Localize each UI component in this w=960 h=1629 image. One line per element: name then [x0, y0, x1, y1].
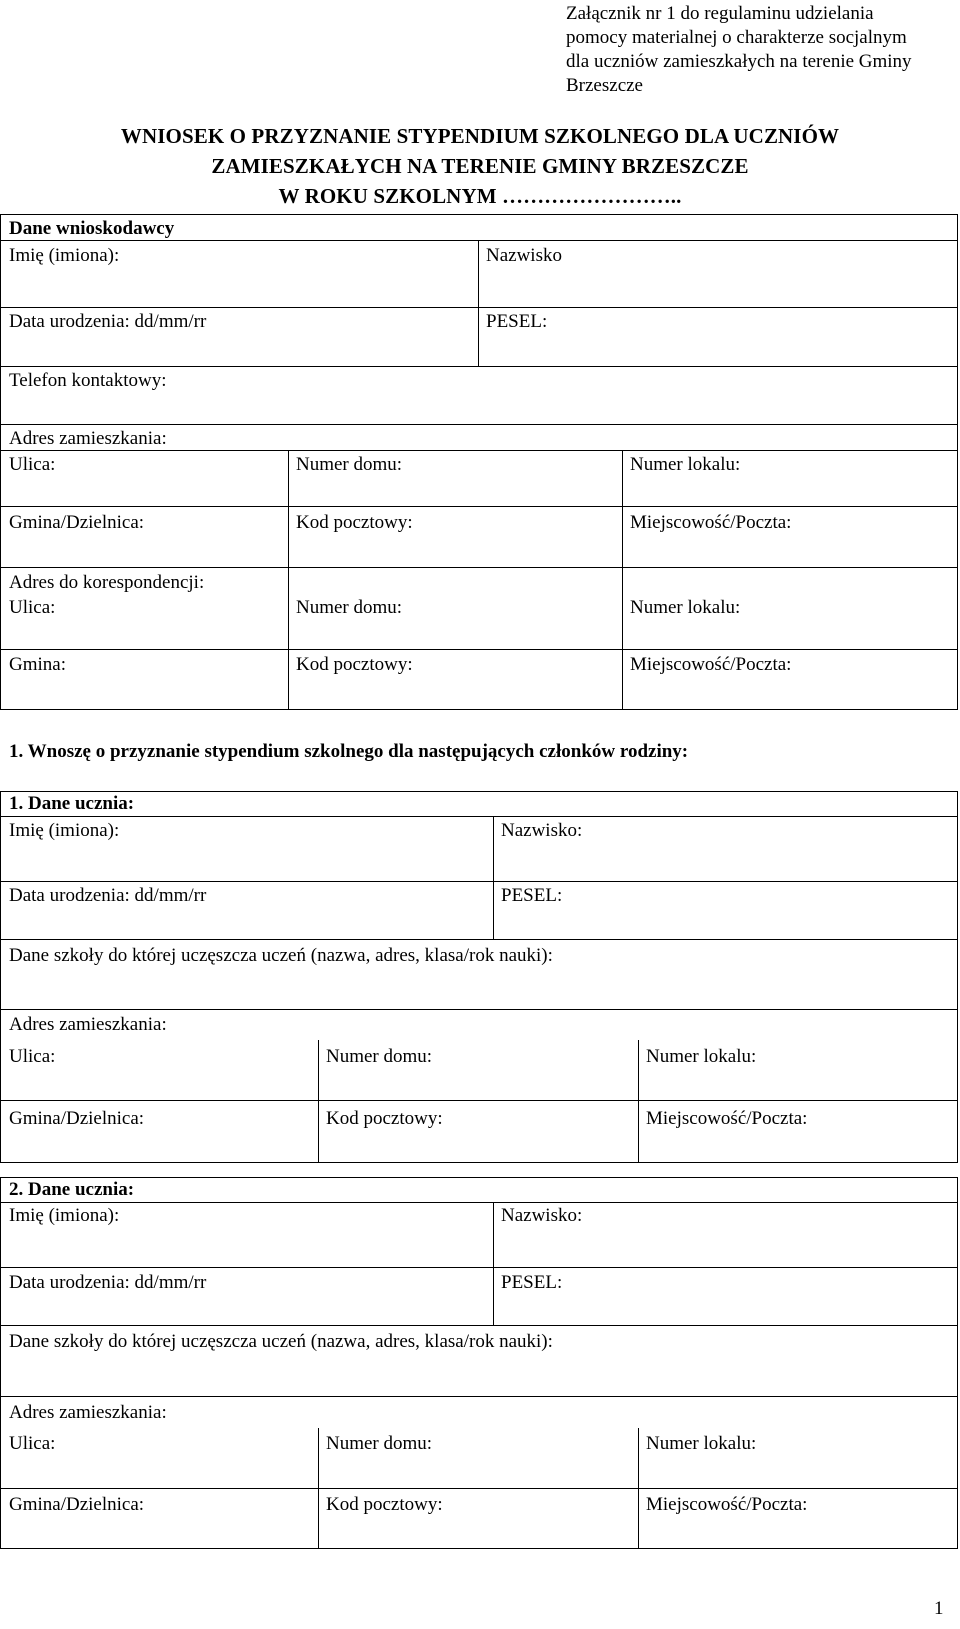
student-1-city-label[interactable]: Miejscowość/Poczta:: [646, 1108, 808, 1129]
student-1-flat-label[interactable]: Numer lokalu:: [646, 1046, 757, 1067]
student-2-school-label[interactable]: Dane szkoły do której uczęszcza uczeń (nazwa, adres, klasa/rok nauki):: [9, 1331, 553, 1352]
correspondence-postal-label[interactable]: Kod pocztowy:: [296, 654, 413, 675]
correspondence-city-label[interactable]: Miejscowość/Poczta:: [630, 654, 792, 675]
correspondence-house-label[interactable]: Numer domu:: [296, 597, 403, 618]
student-1-street-label[interactable]: Ulica:: [9, 1046, 56, 1067]
divider: [0, 881, 958, 882]
student-2-surname-label[interactable]: Nazwisko:: [501, 1205, 583, 1226]
student-2-postal-label[interactable]: Kod pocztowy:: [326, 1494, 443, 1515]
divider: [288, 567, 289, 710]
student-1-school-label[interactable]: Dane szkoły do której uczęszcza uczeń (nazwa, adres, klasa/rok nauki):: [9, 945, 553, 966]
form-title-line-1: WNIOSEK O PRZYZNANIE STYPENDIUM SZKOLNEGO DLA UCZNIÓW: [120, 124, 840, 148]
applicant-pesel-label[interactable]: PESEL:: [486, 311, 548, 332]
student-1-house-label[interactable]: Numer domu:: [326, 1046, 433, 1067]
divider: [0, 1267, 958, 1268]
divider: [0, 1488, 958, 1489]
divider: [318, 1040, 319, 1163]
correspondence-flat-label[interactable]: Numer lokalu:: [630, 597, 741, 618]
divider: [493, 1202, 494, 1325]
divider: [493, 816, 494, 939]
divider: [0, 649, 958, 650]
applicant-first-name-label[interactable]: Imię (imiona):: [9, 245, 120, 266]
student-2-street-label[interactable]: Ulica:: [9, 1433, 56, 1454]
residence-house-label[interactable]: Numer domu:: [296, 454, 403, 475]
student-1-district-label[interactable]: Gmina/Dzielnica:: [9, 1108, 145, 1129]
divider: [638, 1040, 639, 1163]
residence-city-label[interactable]: Miejscowość/Poczta:: [630, 512, 792, 533]
residence-header: Adres zamieszkania:: [9, 428, 167, 449]
student-2-residence-header: Adres zamieszkania:: [9, 1402, 167, 1423]
residence-flat-label[interactable]: Numer lokalu:: [630, 454, 741, 475]
annex-line-3: dla uczniów zamieszkałych na terenie Gminy: [566, 51, 912, 72]
student-2-first-name-label[interactable]: Imię (imiona):: [9, 1205, 120, 1226]
page-number: 1: [934, 1598, 944, 1619]
applicant-box: [0, 214, 958, 710]
student-2-pesel-label[interactable]: PESEL:: [501, 1272, 563, 1293]
applicant-phone-label[interactable]: Telefon kontaktowy:: [9, 370, 167, 391]
annex-line-1: Załącznik nr 1 do regulaminu udzielania: [566, 3, 874, 24]
divider: [0, 567, 958, 568]
annex-line-4: Brzeszcze: [566, 75, 643, 96]
divider: [0, 1396, 958, 1397]
residence-street-label[interactable]: Ulica:: [9, 454, 56, 475]
divider: [0, 939, 958, 940]
student-1-header: 1. Dane ucznia:: [9, 793, 135, 814]
correspondence-street-label[interactable]: Ulica:: [9, 597, 56, 618]
student-1-pesel-label[interactable]: PESEL:: [501, 885, 563, 906]
form-title-line-3: W ROKU SZKOLNYM ……………………..: [278, 184, 682, 208]
form-title-line-2: ZAMIESZKAŁYCH NA TERENIE GMINY BRZESZCZE: [211, 154, 749, 178]
applicant-surname-label[interactable]: Nazwisko: [486, 245, 562, 266]
residence-postal-label[interactable]: Kod pocztowy:: [296, 512, 413, 533]
student-2-district-label[interactable]: Gmina/Dzielnica:: [9, 1494, 145, 1515]
divider: [0, 506, 958, 507]
annex-note: [566, 2, 948, 98]
applicant-header: Dane wnioskodawcy: [9, 218, 175, 239]
divider: [0, 1100, 958, 1101]
divider: [0, 424, 958, 425]
divider: [622, 450, 623, 567]
divider: [478, 240, 479, 366]
divider: [0, 240, 958, 241]
divider: [0, 1202, 958, 1203]
section-1-heading: 1. Wnoszę o przyznanie stypendium szkolnego dla następujących członków rodziny:: [9, 741, 689, 762]
divider: [0, 1009, 958, 1010]
residence-district-label[interactable]: Gmina/Dzielnica:: [9, 512, 145, 533]
annex-line-2: pomocy materialnej o charakterze socjalnym: [566, 27, 907, 48]
student-2-city-label[interactable]: Miejscowość/Poczta:: [646, 1494, 808, 1515]
divider: [0, 366, 958, 367]
divider: [0, 450, 958, 451]
student-1-first-name-label[interactable]: Imię (imiona):: [9, 820, 120, 841]
student-1-postal-label[interactable]: Kod pocztowy:: [326, 1108, 443, 1129]
divider: [0, 307, 958, 308]
applicant-birth-date-label[interactable]: Data urodzenia: dd/mm/rr: [9, 311, 207, 332]
student-2-header: 2. Dane ucznia:: [9, 1179, 135, 1200]
correspondence-district-label[interactable]: Gmina:: [9, 654, 66, 675]
divider: [0, 816, 958, 817]
student-1-residence-header: Adres zamieszkania:: [9, 1014, 167, 1035]
student-2-flat-label[interactable]: Numer lokalu:: [646, 1433, 757, 1454]
correspondence-header: Adres do korespondencji:: [9, 572, 205, 593]
student-1-surname-label[interactable]: Nazwisko:: [501, 820, 583, 841]
divider: [0, 1325, 958, 1326]
student-1-birth-date-label[interactable]: Data urodzenia: dd/mm/rr: [9, 885, 207, 906]
student-2-house-label[interactable]: Numer domu:: [326, 1433, 433, 1454]
divider: [288, 450, 289, 567]
divider: [622, 567, 623, 710]
student-2-birth-date-label[interactable]: Data urodzenia: dd/mm/rr: [9, 1272, 207, 1293]
